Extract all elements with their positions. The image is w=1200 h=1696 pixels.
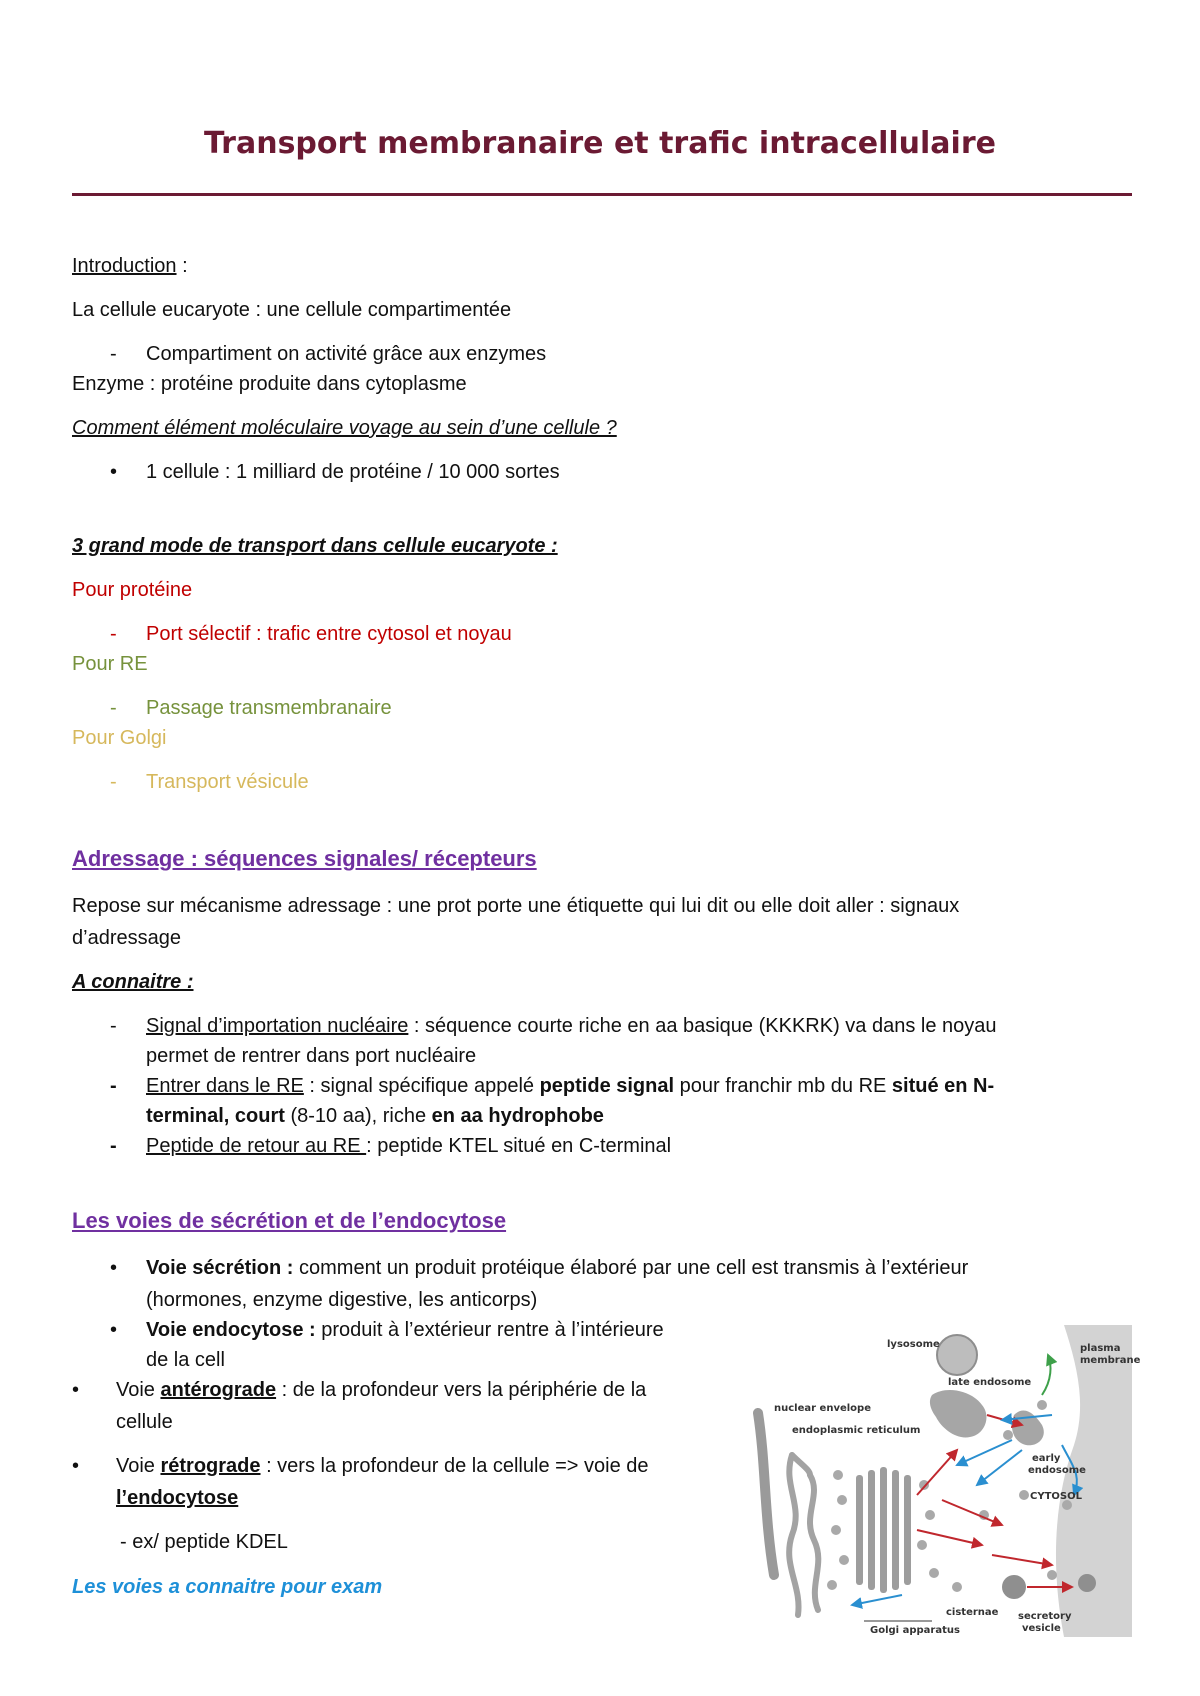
label-membrane: membrane: [1080, 1355, 1141, 1366]
nuclear-envelope-shape: [758, 1413, 774, 1575]
label-late-endosome: late endosome: [948, 1377, 1032, 1388]
dash-marker: -: [110, 771, 117, 793]
voies-exam-note: Les voies a connaitre pour exam: [72, 1576, 383, 1598]
dash-marker: -: [110, 1015, 117, 1037]
adressage-para-2: d’adressage: [72, 927, 181, 949]
voie-endocytose-label: Voie endocytose :: [146, 1319, 316, 1341]
bullet-marker: •: [110, 461, 118, 483]
adressage-item-1: [110, 1014, 997, 1038]
label-cisternae: cisternae: [946, 1607, 999, 1618]
mode-golgi-text: Transport vésicule: [146, 771, 309, 793]
item2-text-c: pour franchir mb du RE: [674, 1075, 892, 1097]
voies-bullet-2-line-2: de la cell: [146, 1349, 225, 1371]
dash-marker: -: [110, 697, 117, 719]
intro-question: Comment élément moléculaire voyage au sein d’une cellule ?: [72, 417, 617, 439]
bullet-marker: •: [110, 1257, 118, 1279]
label-cytosol: CYTOSOL: [1030, 1491, 1082, 1502]
b4-voie: Voie: [116, 1455, 161, 1477]
plasma-membrane-shape: [1056, 1325, 1132, 1637]
item3-text: : peptide KTEL situé en C-terminal: [366, 1135, 672, 1157]
secretory-vesicle-shape-2: [1078, 1574, 1096, 1592]
item2-underlined: Entrer dans le RE: [146, 1075, 304, 1097]
intro-line-1: La cellule eucaryote : une cellule compartimentée: [72, 299, 512, 321]
mode-proteine-text: Port sélectif : trafic entre cytosol et noyau: [146, 623, 512, 645]
adressage-item-2: [110, 1074, 994, 1098]
bullet-marker: •: [72, 1379, 80, 1401]
voie-secretion-label: Voie sécrétion :: [146, 1257, 294, 1279]
mode-proteine-label: Pour protéine: [72, 579, 193, 601]
adressage-item-1-line-2: permet de rentrer dans port nucléaire: [146, 1045, 477, 1067]
cell-trafficking-figure: [752, 1325, 1141, 1637]
dash-marker: -: [110, 623, 117, 645]
voies-bullet-2: [110, 1318, 664, 1342]
voie-endocytose-text: produit à l’extérieur rentre à l’intérieure: [315, 1319, 664, 1341]
item3-underlined: Peptide de retour au RE: [146, 1135, 367, 1157]
item1-text: : séquence courte riche en aa basique (KKKRK) va dans le noyau: [408, 1015, 997, 1037]
voies-bullet-4-line-2: l’endocytose: [116, 1487, 239, 1509]
intro-heading-suffix: :: [176, 255, 188, 277]
voies-bullet-1: [110, 1256, 968, 1280]
item2-hydrophobe: en aa hydrophobe: [431, 1105, 604, 1127]
b3-text: : de la profondeur vers la périphérie de la: [276, 1379, 647, 1401]
late-endosome-shape: [930, 1390, 987, 1437]
bullet-marker: •: [72, 1455, 80, 1477]
intro-heading: Introduction: [72, 255, 177, 277]
label-vesicle: vesicle: [1022, 1623, 1061, 1634]
mode-re-item: [110, 696, 392, 720]
mode-re-label: Pour RE: [72, 653, 148, 675]
mode-golgi-label: Pour Golgi: [72, 727, 167, 749]
label-endosome: endosome: [1028, 1465, 1086, 1476]
secretory-vesicle-shape: [1002, 1575, 1026, 1599]
label-plasma: plasma: [1080, 1343, 1121, 1354]
voies-bullet-4: [72, 1454, 649, 1478]
mode-proteine-item: [110, 622, 512, 646]
voies-bullet-3: [72, 1378, 646, 1402]
bullet-marker: •: [110, 1319, 118, 1341]
item1-underlined: Signal d’importation nucléaire: [146, 1015, 409, 1037]
voies-bullet-1-line-2: (hormones, enzyme digestive, les anticorps): [146, 1289, 538, 1311]
adressage-heading: Adressage : séquences signales/ récepteurs: [72, 846, 537, 871]
voies-bullet-3-line-2: cellule: [116, 1411, 173, 1433]
lysosome-shape: [937, 1335, 977, 1375]
label-lysosome: lysosome: [887, 1339, 940, 1350]
label-early: early: [1032, 1453, 1061, 1464]
label-secretory: secretory: [1018, 1611, 1072, 1622]
dash-marker: -: [110, 343, 117, 365]
intro-line-2: Enzyme : protéine produite dans cytoplasme: [72, 373, 467, 395]
label-nuclear-envelope: nuclear envelope: [774, 1403, 871, 1414]
label-golgi: Golgi apparatus: [870, 1625, 960, 1636]
b4-text: : vers la profondeur de la cellule => voie de: [260, 1455, 649, 1477]
intro-bullet-text: 1 cellule : 1 milliard de protéine / 10 000 sortes: [146, 461, 560, 483]
er-shape: [789, 1455, 818, 1615]
modes-heading: 3 grand mode de transport dans cellule eucaryote :: [72, 535, 558, 557]
intro-dash-text: Compartiment on activité grâce aux enzymes: [146, 343, 547, 365]
item2-peptide-signal: peptide signal: [539, 1075, 675, 1097]
item2-text-a: : signal spécifique appelé: [303, 1075, 540, 1097]
dash-marker: -: [110, 1135, 117, 1157]
dash-marker: -: [110, 1075, 117, 1097]
mode-golgi-item: [110, 770, 309, 794]
golgi-stack-shape: [856, 1467, 911, 1593]
item2-situe: situé en N-: [891, 1075, 995, 1097]
intro-bullet: [110, 460, 560, 484]
item2-terminal: terminal, court: [146, 1105, 285, 1127]
page-title: Transport membranaire et trafic intracellulaire: [204, 126, 996, 161]
mode-re-text: Passage transmembranaire: [146, 697, 392, 719]
voies-heading: Les voies de sécrétion et de l’endocytose: [72, 1208, 507, 1233]
b3-voie: Voie: [116, 1379, 161, 1401]
voies-example: - ex/ peptide KDEL: [120, 1531, 288, 1553]
title-rule: [72, 193, 1132, 196]
label-er: endoplasmic reticulum: [792, 1425, 921, 1436]
adressage-para-1: Repose sur mécanisme adressage : une prot porte une étiquette qui lui dit ou elle doit aller : signaux: [72, 895, 960, 917]
a-connaitre-heading: A connaitre :: [72, 971, 194, 993]
intro-dash-item: [110, 342, 546, 366]
b4-retrograde: rétrograde: [160, 1455, 261, 1477]
voie-secretion-text: comment un produit protéique élaboré par une cell est transmis à l’extérieur: [293, 1257, 969, 1279]
adressage-item-2-line-2: [146, 1104, 604, 1128]
item2-text-f: (8-10 aa), riche: [284, 1105, 432, 1127]
intro-heading-line: [72, 254, 188, 278]
b3-anterograde: antérograde: [160, 1379, 277, 1401]
adressage-item-3: [110, 1134, 671, 1158]
